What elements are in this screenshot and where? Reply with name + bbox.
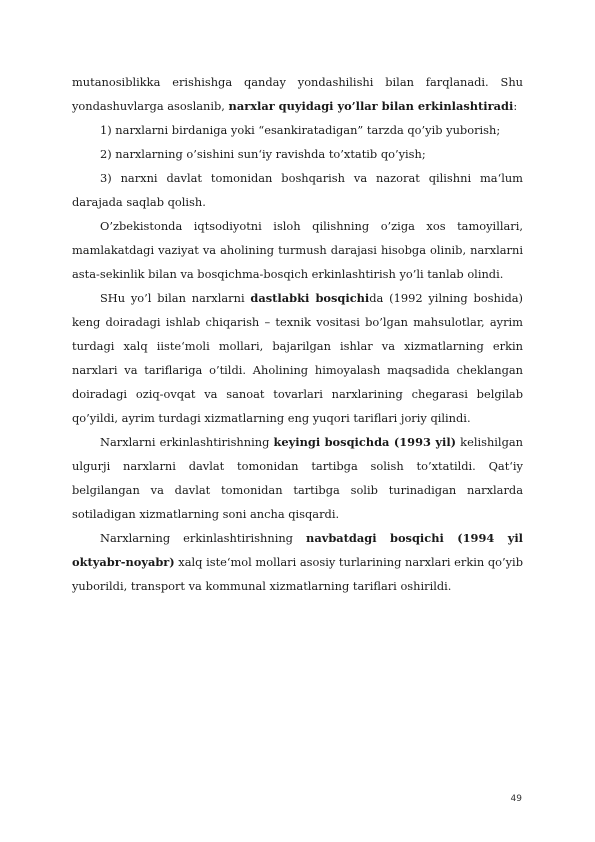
paragraph bbox=[72, 118, 523, 142]
paragraph bbox=[72, 526, 523, 598]
paragraph bbox=[72, 70, 523, 118]
text-segment: kelishilgan ulgurji narxlarni davlat tomonidan tartibga solish to’xtatildi. Qat‘iy belgilangan va davlat tomonidan tartibga solib turinadigan narxlarda sotiladigan xizmatlarning soni ancha qisqardi. bbox=[72, 435, 523, 521]
text-segment: : bbox=[513, 99, 518, 113]
paragraph bbox=[72, 142, 523, 166]
text-segment: 3) narxni davlat tomonidan boshqarish va nazorat qilishni ma‘lum darajada saqlab qolish. bbox=[72, 171, 523, 209]
document-body bbox=[72, 70, 523, 598]
text-segment: 2) narxlarning o’sishini sun‘iy ravishda to’xtatib qo’yish; bbox=[100, 147, 426, 161]
text-segment: 1) narxlarni birdaniga yoki “esankiratadigan” tarzda qo’yib yuborish; bbox=[100, 123, 501, 137]
text-segment: Narxlarning erkinlashtirishning bbox=[100, 531, 307, 545]
page-number: 49 bbox=[510, 794, 522, 804]
bold-text: narxlar quyidagi yo’llar bilan erkinlashtiradi bbox=[228, 99, 514, 113]
text-segment: O’zbekistonda iqtsodiyotni isloh qilishning o’ziga xos tamoyillari, mamlakatdagi vaziyat va aholining turmush darajasi hisobga olinib, narxlarni asta-sekinlik bilan va bosqichma-bosqich erkinlashtirish yo’li tanlab olindi. bbox=[72, 219, 523, 281]
text-segment: da (1992 yilning boshida) keng doiradagi ishlab chiqarish – texnik vositasi bo’lgan mahsulotlar, ayrim turdagi xalq iiste‘moli mollari, bajarilgan ishlar va xizmatlarning erkin narxlari va tariflariga o’tildi. Aholining himoyalash maqsadida cheklangan doiradagi oziq-ovqat va sanoat tovarlari narxlarining chegarasi belgilab qo’yildi, ayrim turdagi xizmatlarning eng yuqori tariflari joriy qilindi. bbox=[72, 291, 524, 425]
paragraph bbox=[72, 286, 523, 430]
paragraph bbox=[72, 214, 523, 286]
paragraph bbox=[72, 430, 523, 526]
text-segment: xalq iste‘mol mollari asosiy turlarining narxlari erkin qo’yib yuborildi, transport va kommunal xizmatlarning tariflari oshirildi. bbox=[72, 555, 523, 593]
bold-text: keyingi bosqichda (1993 yil) bbox=[273, 435, 457, 449]
text-segment: Narxlarni erkinlashtirishning bbox=[100, 435, 274, 449]
bold-text: navbatdagi bosqichi (1994 yil oktyabr-noyabr) bbox=[72, 531, 523, 569]
text-segment: mutanosiblikka erishishga qanday yondashilishi bilan farqlanadi. Shu yondashuvlarga asoslanib, bbox=[72, 75, 523, 113]
bold-text: dastlabki bosqichi bbox=[250, 291, 370, 305]
text-segment: SHu yo’l bilan narxlarni bbox=[100, 291, 251, 305]
paragraph bbox=[72, 166, 523, 214]
